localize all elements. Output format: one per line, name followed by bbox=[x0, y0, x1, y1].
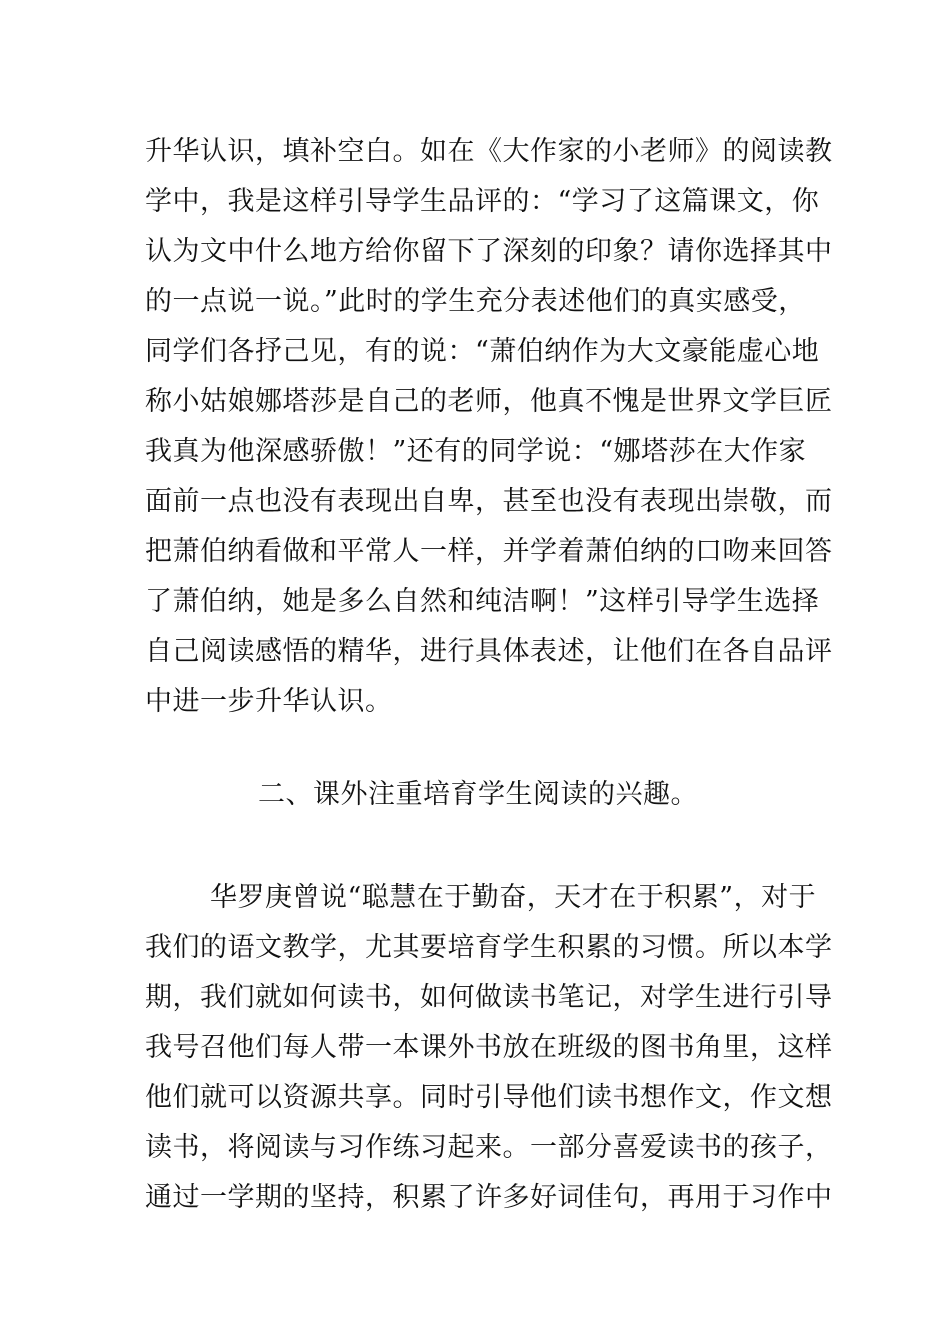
paragraph-1-line-9: 把萧伯纳看做和平常人一样，并学着萧伯纳的口吻来回答 bbox=[145, 536, 833, 567]
paragraph-2-line-2: 我们的语文教学，尤其要培育学生积累的习惯。所以本学 bbox=[145, 932, 833, 963]
paragraph-2-line-5: 他们就可以资源共享。同时引导他们读书想作文，作文想 bbox=[145, 1082, 833, 1113]
paragraph-2-line-1: 华罗庚曾说“聪慧在于勤奋，天才在于积累”，对于 bbox=[210, 882, 817, 913]
paragraph-2-line-6: 读书，将阅读与习作练习起来。一部分喜爱读书的孩子， bbox=[145, 1132, 833, 1163]
paragraph-1-line-3: 认为文中什么地方给你留下了深刻的印象？请你选择其中 bbox=[145, 236, 833, 267]
paragraph-1-line-1: 升华认识，填补空白。如在《大作家的小老师》的阅读教 bbox=[145, 136, 833, 167]
paragraph-1-line-12: 中进一步升华认识。 bbox=[145, 686, 393, 717]
paragraph-2-line-4: 我号召他们每人带一本课外书放在班级的图书角里，这样 bbox=[145, 1032, 833, 1063]
paragraph-1-line-5: 同学们各抒己见，有的说：“萧伯纳作为大文豪能虚心地 bbox=[145, 336, 820, 367]
paragraph-1-line-8: 面前一点也没有表现出自卑，甚至也没有表现出崇敬，而 bbox=[145, 486, 833, 517]
paragraph-1-line-10: 了萧伯纳，她是多么自然和纯洁啊！”这样引导学生选择 bbox=[145, 586, 820, 617]
paragraph-2-line-3: 期，我们就如何读书，如何做读书笔记，对学生进行引导 bbox=[145, 982, 833, 1013]
section-heading: 二、课外注重培育学生阅读的兴趣。 bbox=[258, 779, 698, 810]
paragraph-1-line-11: 自己阅读感悟的精华，进行具体表述，让他们在各自品评 bbox=[145, 636, 833, 667]
paragraph-1-line-2: 学中，我是这样引导学生品评的：“学习了这篇课文，你 bbox=[145, 186, 820, 217]
paragraph-1-line-7: 我真为他深感骄傲！”还有的同学说：“娜塔莎在大作家 bbox=[145, 436, 807, 467]
paragraph-1-line-4: 的一点说一说。”此时的学生充分表述他们的真实感受， bbox=[145, 286, 806, 317]
paragraph-2-line-7: 通过一学期的坚持，积累了许多好词佳句，再用于习作中 bbox=[145, 1182, 833, 1213]
paragraph-1-line-6: 称小姑娘娜塔莎是自己的老师，他真不愧是世界文学巨匠 bbox=[145, 386, 833, 417]
